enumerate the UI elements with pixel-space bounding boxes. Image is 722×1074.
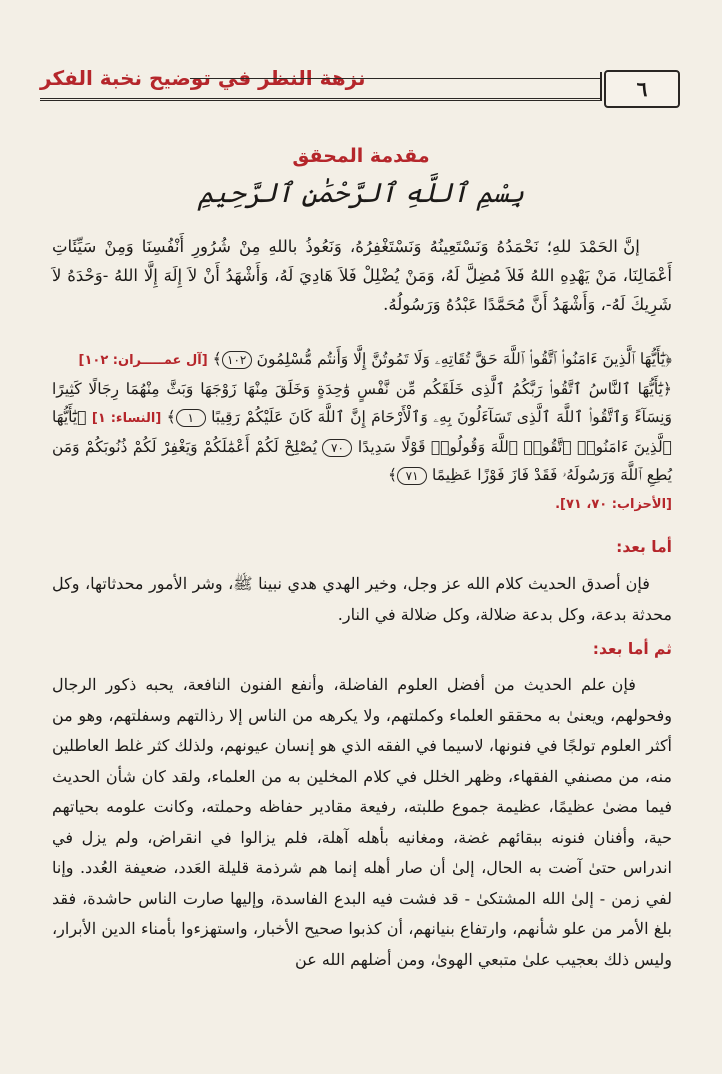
section-heading: أما بعد: bbox=[616, 538, 672, 556]
verse-number-marker: ٧١ bbox=[397, 467, 427, 485]
section-title: مقدمة المحقق bbox=[292, 145, 430, 167]
book-title: نزهة النظر في توضيح نخبة الفكر bbox=[40, 66, 366, 90]
verse-reference: [الأحزاب: ٧٠، ٧١]. bbox=[555, 497, 672, 512]
verse-reference: [النساء: ١] bbox=[91, 411, 162, 426]
verse-1: ﴿يَٰٓأَيُّهَا ٱلَّذِينَ ءَامَنُوا۟ ٱتَّقُوا۟ ٱللَّهَ حَقَّ تُقَاتِهِۦ وَلَا تَمُوتُنَّ إِلَّا وَأَنتُم مُّسْلِمُونَ bbox=[256, 350, 672, 368]
section-paragraph: فإن أصدق الحديث كلام الله عز وجل، وخير الهدي هدي نبينا ﷺ، وشر الأمور محدثاتها، وكل محدثة بدعة، وكل بدعة ضلالة، وكل ضلالة في النار. bbox=[52, 574, 672, 624]
section-paragraph: فإن علم الحديث من أفضل العلوم الفاضلة، وأنفع الفنون النافعة، يحبه ذكور الرجال وفحولهم، ويعنىٰ به محققو العلماء وكملتهم، ولا يكرهه من الناس إلا رذالتهم وسفلتهم، وهو من أكثر العلوم تولجًا في فنونها، لاسيما في الفقه الذي هو إنسان عيونهم، ولذلك كثر غلط العاطلين منه، من مصنفي الفقهاء، وظهر الخلل في كلام المخلين به من العلماء، ولقد كان شأن الحديث فيما مضىٰ عظيمًا، عظيمة جموع طلبته، رفيعة مقادير حفاظه وحملته، وكانت علومه بحياتهم حية، وأفنان فنونه ببقائهم غضة، ومغانيه بأهله آهلة، فلم يزالوا في انقراض، ولم يزل في اندراس حتىٰ آضت به الحال، إلىٰ أن صار أهله إنما هم شرذمة قليلة العَدد، ضعيفة العُدد. وإنا لفي زمن - إلىٰ الله المشتكىٰ - قد فشت فيه البدع الفاسدة، وإليها صارت الناس حاشدة، فقد بلغ الأمر من علو شأنهم، وارتفاع بنيانهم، أن كذبوا صحيح الأخبار، واستهزءوا بأمناء الدين الأبرار، وليس ذلك بعجيب علىٰ متبعي الهوىٰ، ومن أضلهم الله عن bbox=[52, 675, 673, 969]
page-header bbox=[40, 60, 680, 104]
verse-number-marker: ٧٠ bbox=[322, 439, 352, 457]
header-rule-thin bbox=[190, 78, 602, 79]
verse-3: ﴿يَٰٓأَيُّهَا ٱلَّذِينَ ءَامَنُوا۟ ٱتَّقُوا۟ ٱللَّهَ وَقُولُوا۟ قَوْلًا سَدِيدًا bbox=[52, 408, 672, 456]
quran-verses: ﴿يَٰٓأَيُّهَا ٱلَّذِينَ ءَامَنُوا۟ ٱتَّقُوا۟ ٱللَّهَ حَقَّ تُقَاتِهِۦ وَلَا تَمُوتُنَّ إِلَّا وَأَنتُم مُّسْلِمُونَ ١٠٢﴾ [آل عمـــــران: ١٠٢] ﴿يَٰٓأَيُّهَا ٱلنَّاسُ ٱتَّقُوا۟ رَبَّكُمُ ٱلَّذِى خَلَقَكُم مِّن نَّفْسٍ وَٰحِدَةٍ وَخَلَقَ مِنْهَا زَوْجَهَا وَبَثَّ مِنْهُمَا رِجَالًا كَثِيرًا وَنِسَآءً وَٱتَّقُوا۟ ٱللَّهَ ٱلَّذِى تَسَآءَلُونَ بِهِۦ وَٱلْأَرْحَامَ إِنَّ ٱللَّهَ كَانَ عَلَيْكُمْ رَقِيبًا ١﴾ [النساء: ١] ﴿يَٰٓأَيُّهَا ٱلَّذِينَ ءَامَنُوا۟ ٱتَّقُوا۟ ٱللَّهَ وَقُولُوا۟ قَوْلًا سَدِيدًا ٧٠ يُصْلِحْ لَكُمْ أَعْمَٰلَكُمْ وَيَغْفِرْ لَكُمْ ذُنُوبَكُمْ وَمَن يُطِعِ ٱللَّهَ وَرَسُولَهُۥ فَقَدْ فَازَ فَوْزًا عَظِيمًا ٧١﴾ [الأحزاب: ٧٠، ٧١]. bbox=[52, 350, 672, 512]
section-heading: ثم أما بعد: bbox=[592, 640, 672, 658]
header-rule bbox=[40, 98, 602, 101]
verse-number-marker: ١ bbox=[176, 409, 206, 427]
opening-paragraph: إنَّ الحَمْدَ للهِ؛ نَحْمَدُهُ وَنَسْتَعِينُهُ وَنَسْتَغْفِرُهُ، وَنَعُوذُ باللهِ مِنْ شُرُورِ أَنْفُسِنَا وَمِنْ سَيِّئَاتِ أَعْمَالِنَا، مَنْ يَهْدِهِ اللهُ فَلاَ مُضِلَّ لَهُ، وَمَنْ يُضْلِلْ فَلاَ هَادِيَ لَهُ، وَأَشْهَدُ أَنْ لاَ إِلَهَ إِلَّا اللهُ -وَحْدَهُ لاَ شَرِيكَ لَهُ-، وَأَشْهَدُ أَنَّ مُحَمَّدًا عَبْدُهُ وَرَسُولُهُ. bbox=[52, 237, 672, 314]
verse-reference: [آل عمـــــران: ١٠٢] bbox=[78, 353, 208, 368]
verse-number-marker: ١٠٢ bbox=[222, 351, 252, 369]
verse-4: يُصْلِحْ لَكُمْ أَعْمَٰلَكُمْ وَيَغْفِرْ لَكُمْ ذُنُوبَكُمْ وَمَن يُطِعِ ٱللَّهَ وَرَسُولَهُۥ فَقَدْ فَازَ فَوْزًا عَظِيمًا bbox=[52, 438, 672, 484]
basmala: بِسْمِ ٱللَّهِ ٱلرَّحْمَٰنِ ٱلرَّحِيمِ bbox=[197, 178, 525, 209]
verse-2: ﴿يَٰٓأَيُّهَا ٱلنَّاسُ ٱتَّقُوا۟ رَبَّكُمُ ٱلَّذِى خَلَقَكُم مِّن نَّفْسٍ وَٰحِدَةٍ وَخَلَقَ مِنْهَا زَوْجَهَا وَبَثَّ مِنْهُمَا رِجَالًا كَثِيرًا وَنِسَآءً وَٱتَّقُوا۟ ٱللَّهَ ٱلَّذِى تَسَآءَلُونَ بِهِۦ وَٱلْأَرْحَامَ إِنَّ ٱللَّهَ كَانَ عَلَيْكُمْ رَقِيبًا bbox=[52, 380, 672, 426]
page-number: ٦ bbox=[604, 70, 680, 108]
